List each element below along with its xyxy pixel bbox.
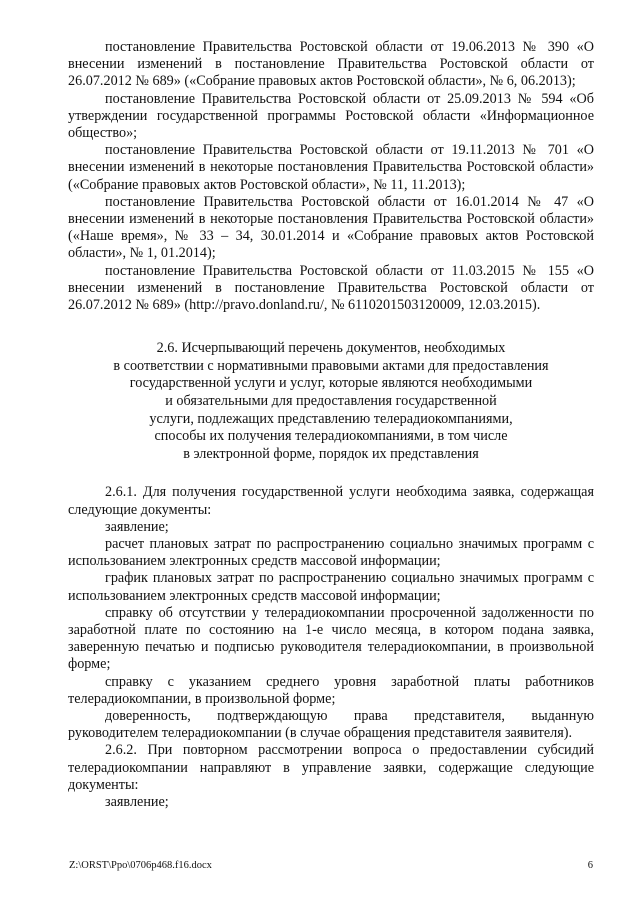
paragraph: доверенность, подтверждающую права представителя, выданную руководителем телерадиокомпании (в случае обращения представителя заявителя). bbox=[68, 708, 594, 742]
paragraph: постановление Правительства Ростовской области от 16.01.2014 № 47 «О внесении изменений в некоторые постановления Правительства Ростовской области» («Наше время», № 33 – 34, 30.01.2014 и «Собрание правовых актов Ростовской области», № 1, 01.2014); bbox=[68, 193, 594, 262]
paragraph: справку об отсутствии у телерадиокомпании просроченной задолженности по заработной плате по состоянию на 1-е число месяца, в котором подана заявка, заверенную печатью и подписью руководителя телерадиокомпании, в произвольной форме; bbox=[68, 604, 594, 673]
heading-line: в соответствии с нормативными правовыми актами для предоставления bbox=[113, 357, 549, 374]
paragraph: расчет плановых затрат по распространению социально значимых программ с использованием электронных средств массовой информации; bbox=[68, 536, 594, 570]
heading-line: и обязательными для предоставления государственной bbox=[165, 393, 497, 410]
heading-line: 2.6. Исчерпывающий перечень документов, необходимых bbox=[156, 340, 506, 357]
section-heading bbox=[68, 340, 594, 463]
paragraph: 2.6.1. Для получения государственной услуги необходима заявка, содержащая следующие документы: bbox=[68, 484, 594, 518]
heading-line: в электронной форме, порядок их представления bbox=[183, 445, 479, 462]
heading-line: услуги, подлежащих представлению телерадиокомпаниями, bbox=[149, 410, 513, 427]
paragraph: постановление Правительства Ростовской области от 11.03.2015 № 155 «О внесении изменений в постановление Правительства Ростовской области от 26.07.2012 № 689» (http://pravo.donland.ru/, № 6110201503120009, 12.03.2015). bbox=[68, 262, 594, 314]
heading-line: способы их получения телерадиокомпаниями, в том числе bbox=[154, 428, 508, 445]
paragraph: график плановых затрат по распространению социально значимых программ с использованием электронных средств массовой информации; bbox=[68, 570, 594, 604]
heading-line: государственной услуги и услуг, которые являются необходимыми bbox=[129, 375, 533, 392]
footer-file-path: Z:\ORST\Ppo\0706p468.f16.docx bbox=[69, 860, 212, 871]
paragraph: справку с указанием среднего уровня заработной платы работников телерадиокомпании, в произвольной форме; bbox=[68, 673, 594, 707]
document-body bbox=[68, 39, 594, 811]
page-number: 6 bbox=[587, 860, 593, 871]
paragraph: постановление Правительства Ростовской области от 25.09.2013 № 594 «Об утверждении государственной программы Ростовской области «Информационное общество»; bbox=[68, 90, 594, 142]
paragraph: 2.6.2. При повторном рассмотрении вопроса о предоставлении субсидий телерадиокомпании направляют в управление заявки, содержащие следующие документы: bbox=[68, 742, 594, 793]
paragraph: постановление Правительства Ростовской области от 19.06.2013 № 390 «О внесении изменений в постановление Правительства Ростовской области от 26.07.2012 № 689» («Собрание правовых актов Ростовской области», № 6, 06.2013); bbox=[68, 39, 594, 90]
paragraph: постановление Правительства Ростовской области от 19.11.2013 № 701 «О внесении изменений в некоторые постановления Правительства Ростовской области» («Собрание правовых актов Ростовской области», № 11, 11.2013); bbox=[68, 142, 594, 193]
paragraph: заявление; bbox=[105, 794, 169, 811]
paragraph: заявление; bbox=[105, 518, 169, 535]
